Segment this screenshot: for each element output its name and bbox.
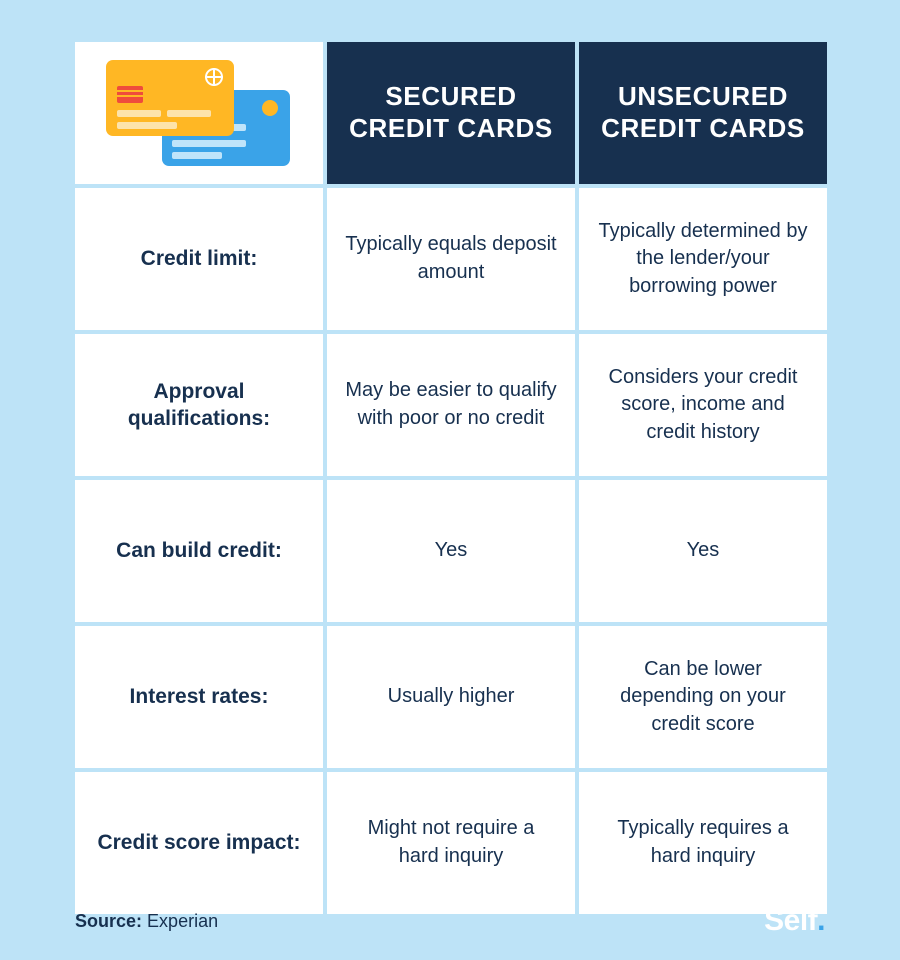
self-logo-dot: . (817, 904, 825, 937)
comparison-table (75, 42, 827, 914)
self-logo-text: Self (764, 904, 818, 937)
credit-cards-graphic (106, 60, 292, 166)
table-row-label: Approval qualifications: (75, 334, 323, 476)
table-cell-secured: Might not require a hard inquiry (327, 772, 575, 914)
table-row-label: Interest rates: (75, 626, 323, 768)
table-cell-unsecured: Yes (579, 480, 827, 622)
credit-cards-illustration (75, 42, 323, 184)
column-header-secured-line1: SECURED (385, 81, 517, 112)
table-row-label: Credit score impact: (75, 772, 323, 914)
yellow-card-icon (106, 60, 234, 136)
table-cell-unsecured: Typically requires a hard inquiry (579, 772, 827, 914)
table-cell-secured: Typically equals deposit amount (327, 188, 575, 330)
table-cell-secured: Yes (327, 480, 575, 622)
footer (75, 900, 825, 942)
column-header-unsecured-line1: UNSECURED (617, 81, 789, 112)
column-header-secured (327, 42, 575, 184)
source-label: Source: (75, 910, 143, 931)
table-row-label: Credit limit: (75, 188, 323, 330)
column-header-secured-line2: CREDIT CARDS (349, 113, 553, 143)
table-cell-secured: May be easier to qualify with poor or no credit (327, 334, 575, 476)
source-attribution (75, 911, 218, 932)
source-value: Experian (147, 910, 219, 931)
self-logo (764, 904, 825, 938)
table-row-label: Can build credit: (75, 480, 323, 622)
column-header-unsecured (579, 42, 827, 184)
table-cell-unsecured: Typically determined by the lender/your borrowing power (579, 188, 827, 330)
table-cell-unsecured: Can be lower depending on your credit score (579, 626, 827, 768)
table-cell-secured: Usually higher (327, 626, 575, 768)
table-cell-unsecured: Considers your credit score, income and credit history (579, 334, 827, 476)
column-header-unsecured-line2: CREDIT CARDS (601, 113, 805, 143)
